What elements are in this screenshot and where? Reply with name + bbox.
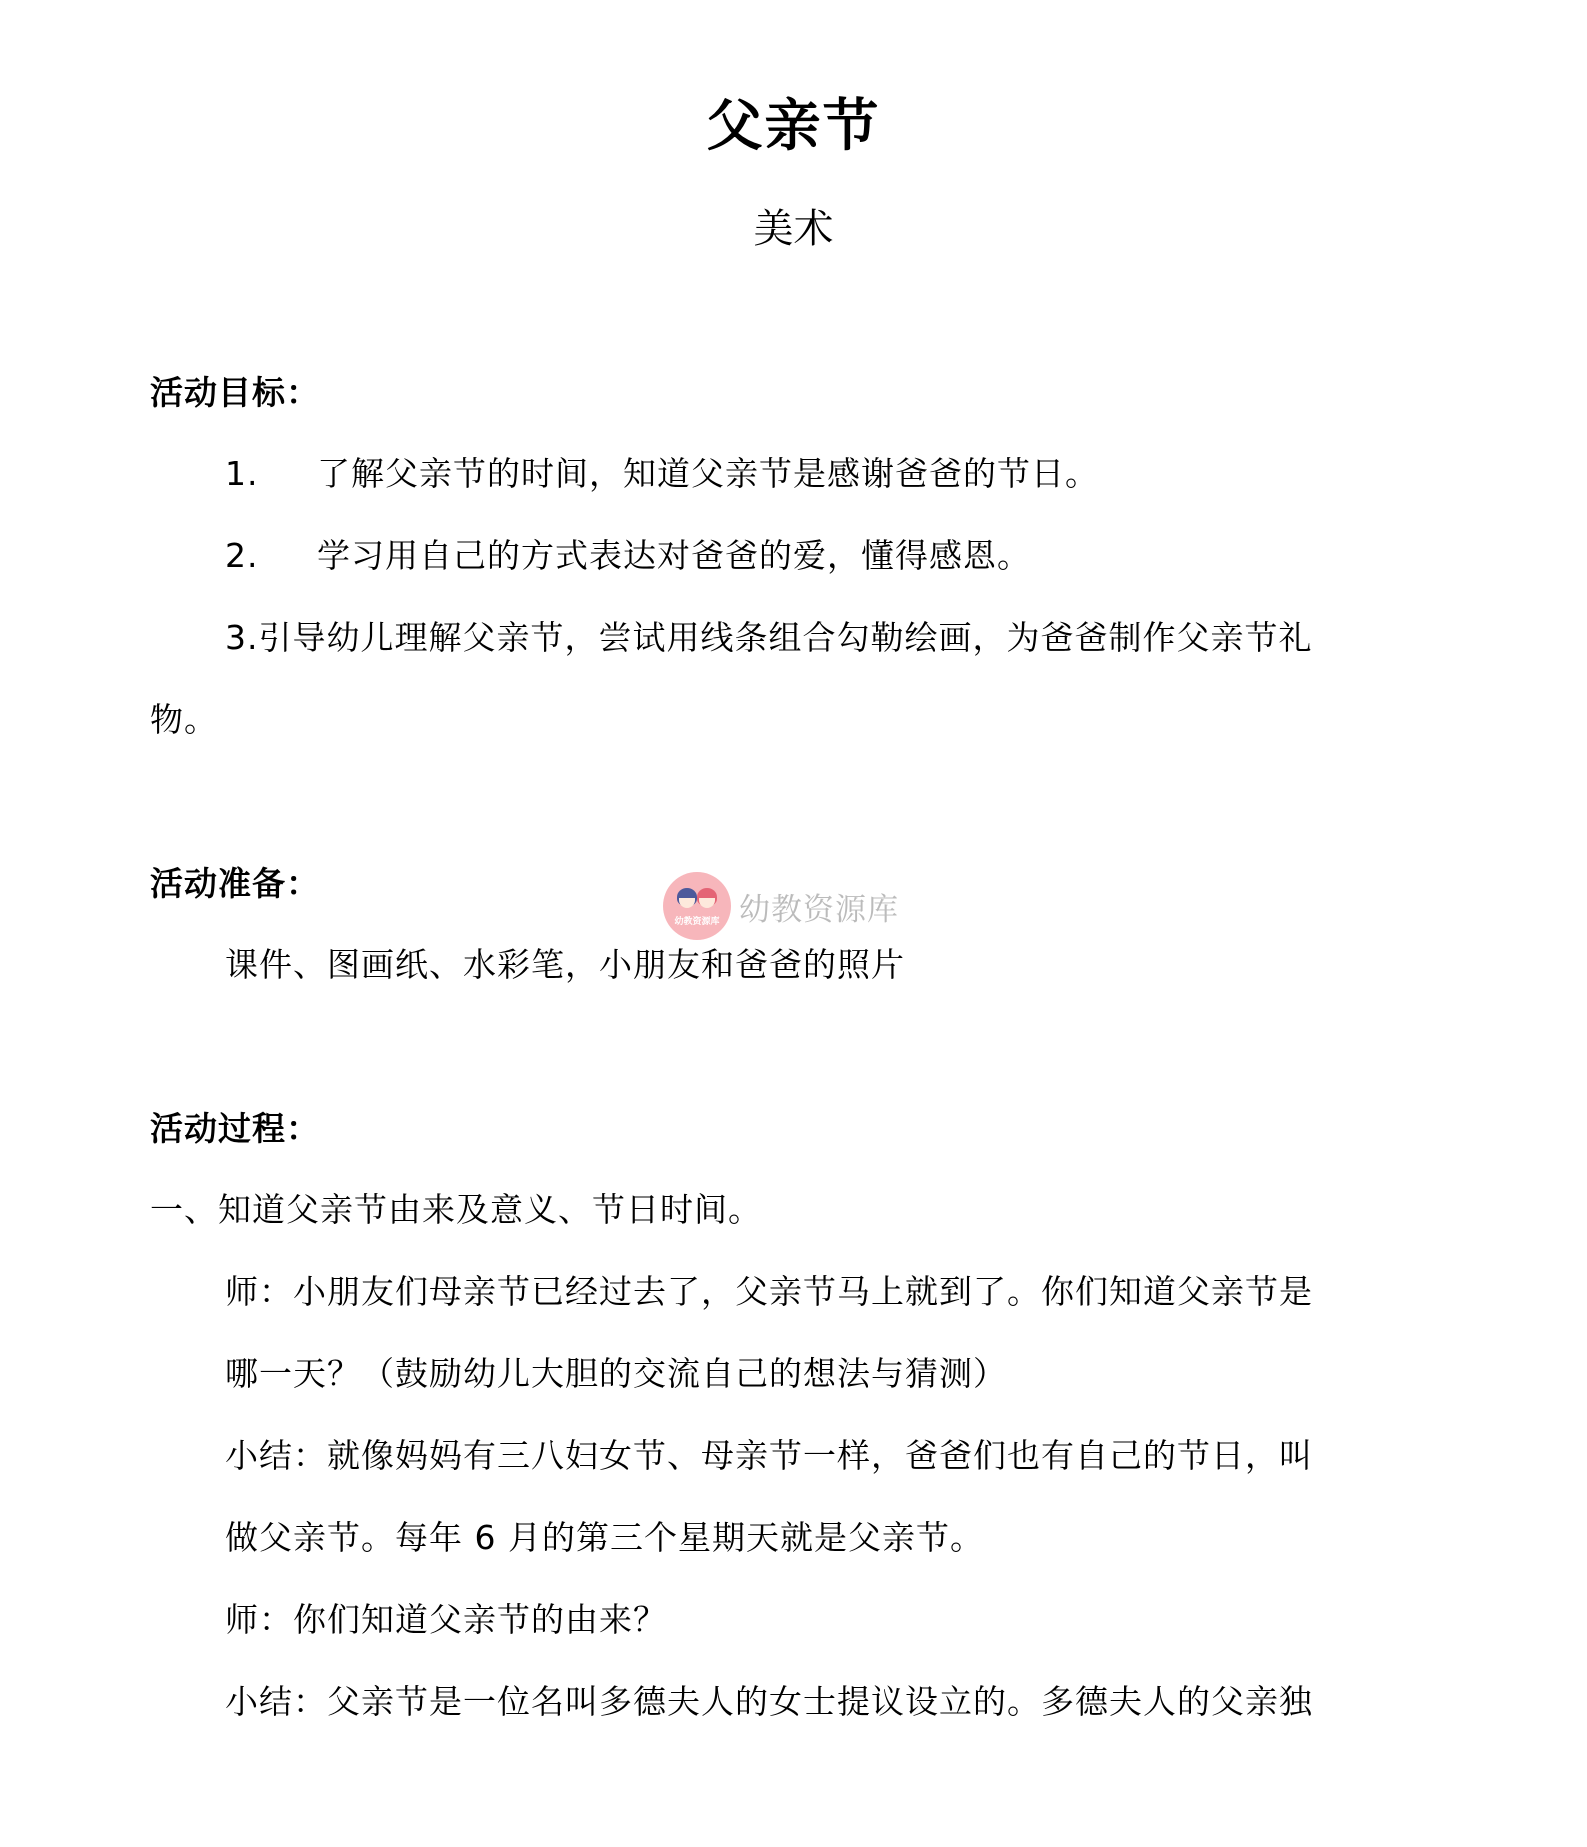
process-line-1: 师：小朋友们母亲节已经过去了，父亲节马上就到了。你们知道父亲节是 [225, 1272, 1313, 1311]
preparation-heading: 活动准备： [150, 864, 320, 903]
process-line-6: 小结：父亲节是一位名叫多德夫人的女士提议设立的。多德夫人的父亲独 [225, 1682, 1313, 1721]
process-step1-title: 一、知道父亲节由来及意义、节日时间。 [150, 1190, 762, 1229]
document-subtitle: 美术 [753, 206, 834, 252]
goal-item-2-number: 2. [225, 536, 259, 575]
watermark-logo-text: 幼教资源库 [674, 917, 720, 927]
process-line-4: 做父亲节。每年 6 月的第三个星期天就是父亲节。 [225, 1518, 984, 1557]
preparation-text: 课件、图画纸、水彩笔，小朋友和爸爸的照片 [225, 945, 905, 984]
goal-item-3-line1: 3.引导幼儿理解父亲节，尝试用线条组合勾勒绘画，为爸爸制作父亲节礼 [225, 618, 1313, 657]
watermark-logo-icon [663, 872, 731, 940]
goal-item-1-number: 1. [225, 454, 259, 493]
goals-heading: 活动目标： [150, 373, 320, 412]
goal-item-1-text: 了解父亲节的时间，知道父亲节是感谢爸爸的节日。 [317, 454, 1099, 493]
goal-item-3-line2: 物。 [150, 700, 218, 739]
goal-item-2 [225, 534, 1031, 578]
watermark-text: 幼教资源库 [739, 891, 899, 928]
process-heading: 活动过程： [150, 1109, 320, 1148]
goal-item-2-text: 学习用自己的方式表达对爸爸的爱，懂得感恩。 [317, 536, 1031, 575]
watermark [663, 872, 899, 940]
process-line-3: 小结：就像妈妈有三八妇女节、母亲节一样，爸爸们也有自己的节日，叫 [225, 1436, 1313, 1475]
process-line-5: 师：你们知道父亲节的由来？ [225, 1600, 667, 1639]
document-title: 父亲节 [706, 94, 881, 159]
goal-item-1 [225, 452, 1099, 496]
process-line-2: 哪一天？（鼓励幼儿大胆的交流自己的想法与猜测） [225, 1354, 1007, 1393]
